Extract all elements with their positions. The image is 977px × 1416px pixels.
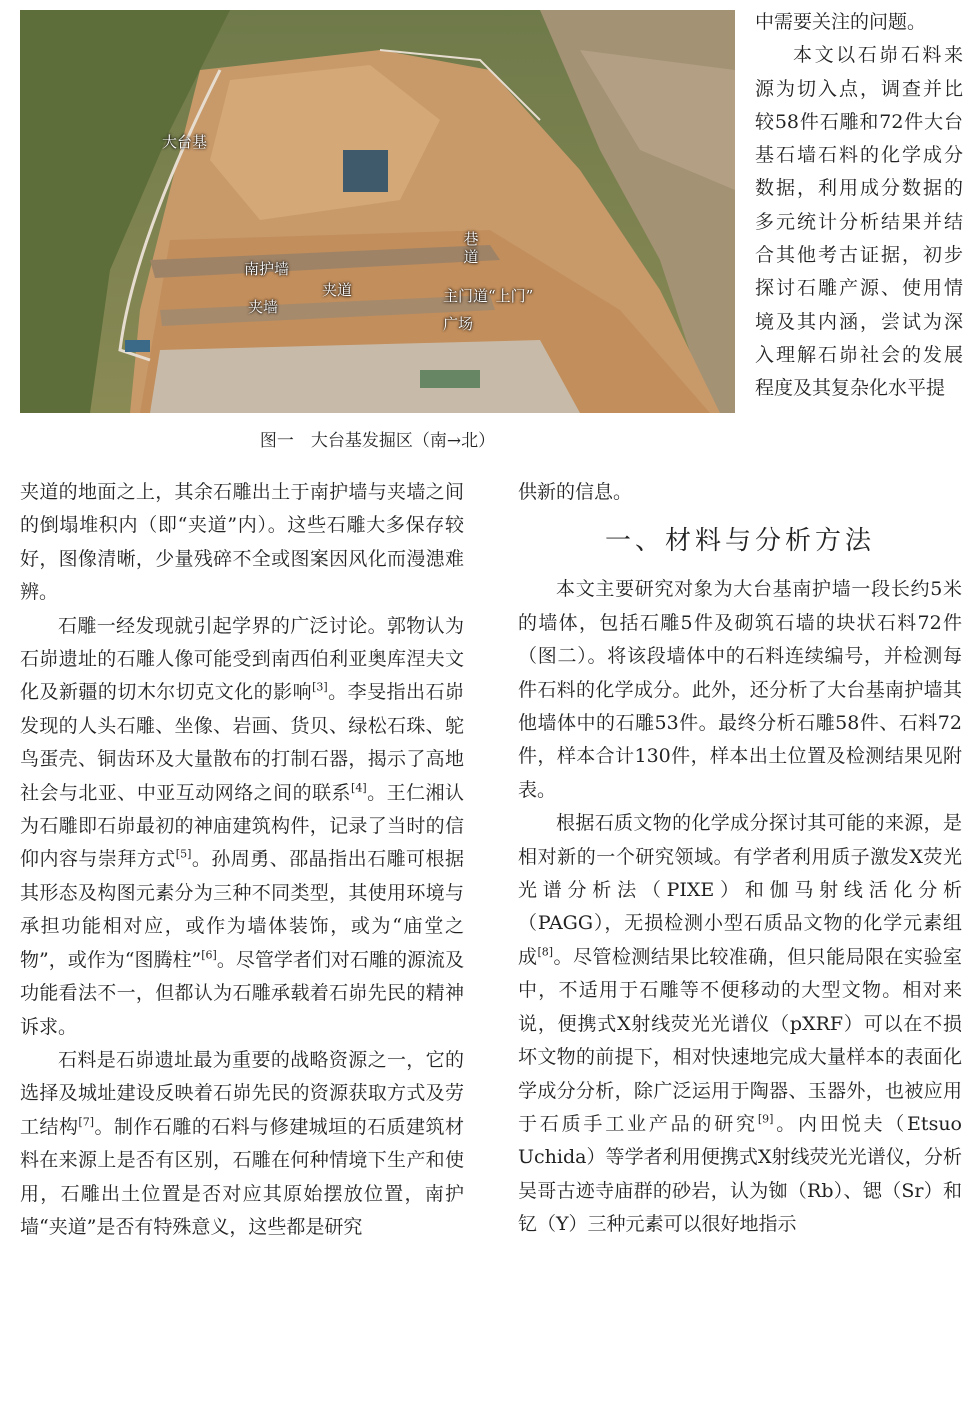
paragraph: 供新的信息。 <box>518 481 633 503</box>
section-heading: 一、材料与分析方法 <box>604 526 875 557</box>
citation: [9] <box>757 1112 774 1126</box>
column-right <box>518 476 962 1242</box>
aerial-photo <box>20 10 735 413</box>
shelter-roof <box>343 150 388 192</box>
paragraph: 本文主要研究对象为大台基南护墙一段长约5米的墙体，包括石雕5件及砌筑石墙的块状石料72件（图二）。将该段墙体中的石料连续编号，并检测每件石料的化学成分。此外，还分析了大台基南护墙其他墙体中的石雕53件。最终分析石雕58件、石料72件，样本合计130件，样本出土位置及检测结果见附表。 <box>518 578 962 801</box>
citation: [6] <box>201 948 217 962</box>
paragraph: 根据石质文物的化学成分探讨其可能的来源，是相对新的一个研究领域。有学者利用质子激发X荧光光谱分析法（PIXE）和伽马射线活化分析（PAGG），无损检测小型石质品文物的化学元素组成[8]。尽管检测结果比较准确，但只能局限在实验室中，不适用于石雕等不便移动的大型文物。相对来说，便携式X射线荧光光谱仪（pXRF）可以在不损坏文物的前提下，相对快速地完成大量样本的表面化学成分分析，除广泛运用于陶器、玉器外，也被应用于石质手工业产品的研究[9]。内田悦夫（Etsuo Uchida）等学者利用便携式X射线荧光光谱仪，分析吴哥古迹寺庙群的砂岩，认为铷（Rb）、锶（Sr）和钇（Y）三种元素可以很好地指示 <box>518 812 962 1236</box>
citation: [7] <box>78 1115 95 1129</box>
citation: [8] <box>537 945 554 959</box>
citation: [3] <box>312 681 328 695</box>
citation: [4] <box>351 781 367 795</box>
paragraph: 中需要关注的问题。 <box>755 11 927 33</box>
aerial-photo-drawing <box>20 10 735 413</box>
paragraph: 本文以石峁石料来源为切入点，调查并比较58件石雕和72件大台基石墙石料的化学成分数据，利用成分数据的多元统计分析结果并结合其他考古证据，初步探讨石雕产源、使用情境及其内涵，尝试为深入理解石峁社会的发展程度及其复杂化水平提 <box>755 44 963 400</box>
paragraph: 石料是石峁遗址最为重要的战略资源之一，它的选择及城址建设反映着石峁先民的资源获取方式及劳工结构[7]。制作石雕的石料与修建城垣的石质建筑材料在来源上是否有区别，石雕在何种情境下生产和使用，石雕出土位置是否对应其原始摆放位置，南护墙“夹道”是否有特殊意义，这些都是研究 <box>20 1048 464 1238</box>
label-guangchang: 广场 <box>443 315 474 333</box>
column-top-right <box>755 6 963 406</box>
paragraph: 石雕一经发现就引起学界的广泛讨论。郭物认为石峁遗址的石雕人像可能受到南西伯利亚奥库涅夫文化及新疆的切木尔切克文化的影响[3]。李旻指出石峁发现的人头石雕、坐像、岩画、货贝、绿松石珠、鸵鸟蛋壳、铜齿环及大量散布的打制石器，揭示了高地社会与北亚、中亚互动网络之间的联系[4]。王仁湘认为石雕即石峁最初的神庙建筑构件，记录了当时的信仰内容与崇拜方式[5]。孙周勇、邵晶指出石雕可根据其形态及构图元素分为三种不同类型，其使用环境与承担功能相对应，或作为墙体装饰，或为“庙堂之物”，或作为“图腾柱”[6]。尽管学者们对石雕的源流及功能看法不一，但都认为石雕承载着石峁先民的精神诉求。 <box>20 614 464 1038</box>
label-datai: 大台基 <box>162 133 208 151</box>
label-jiadao: 夹道 <box>322 281 353 299</box>
figure-caption: 图一 大台基发掘区（南→北） <box>259 431 496 451</box>
label-nanhuqiang: 南护墙 <box>244 260 290 278</box>
column-left <box>20 476 464 1244</box>
label-xiangdao: 巷道 <box>463 230 479 266</box>
citation: [5] <box>175 848 192 862</box>
stone-plaza-edge <box>150 340 580 413</box>
label-zhumendao: 主门道“上门” <box>443 287 534 305</box>
paragraph: 夹道的地面之上，其余石雕出土于南护墙与夹墙之间的倒塌堆积内（即“夹道”内）。这些石雕大多保存较好，图像清晰，少量残碎不全或图案因风化而漫漶难辨。 <box>20 481 464 604</box>
label-jiaqiang: 夹墙 <box>248 298 279 316</box>
